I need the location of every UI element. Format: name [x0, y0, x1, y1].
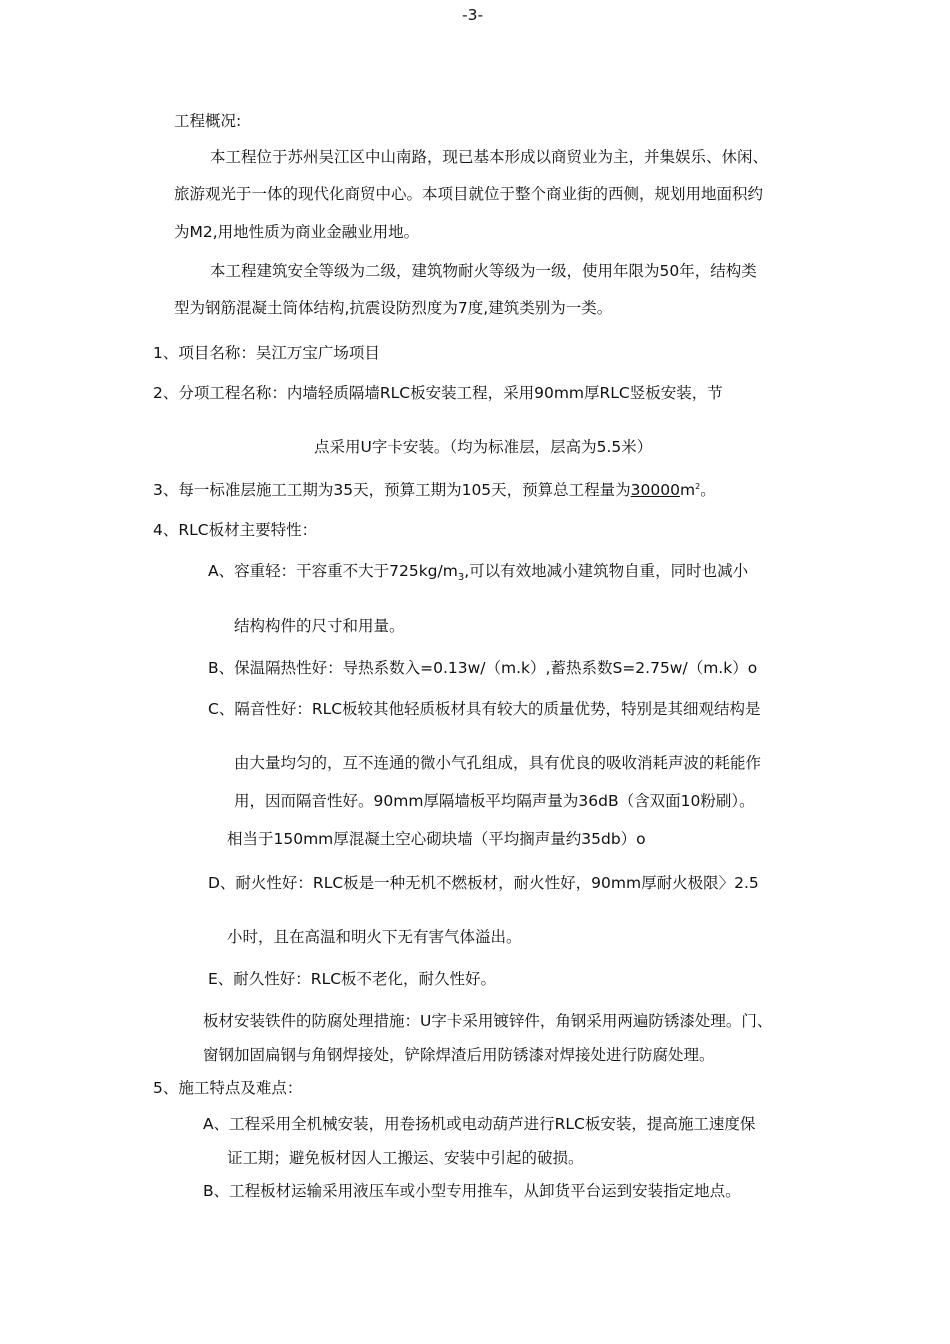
anti-corrosion-line2: 窗钢加固扁钢与角钢焊接处，铲除焊渣后用防锈漆对焊接处进行防腐处理。	[203, 1046, 715, 1064]
item-2-line2: 点采用U字卡安装。（均为标准层，层高为5.5米）	[314, 438, 653, 456]
item-5-heading: 5、施工特点及难点：	[153, 1079, 303, 1097]
item-3-end: 。	[700, 481, 716, 499]
item-4d-line2: 小时，且在高温和明火下无有害气体溢出。	[227, 928, 522, 946]
page-number: -3-	[462, 6, 484, 24]
item-3-amount: 30000	[630, 481, 680, 499]
item-4c-line2: 由大量均匀的，互不连通的微小气孔组成，具有优良的吸收消耗声波的耗能作	[234, 754, 762, 772]
item-5a-line1: A、工程采用全机械安装，用卷扬机或电动葫芦进行RLC板安装，提高施工速度保	[203, 1115, 756, 1133]
item-3-unit-superscript: 2	[695, 481, 701, 491]
item-4c-line1: C、隔音性好：RLC板较其他轻质板材具有较大的质量优势，特别是其细观结构是	[208, 700, 761, 718]
item-4a-line2: 结构构件的尺寸和用量。	[234, 617, 405, 635]
item-4c-line4: 相当于150mm厚混凝土空心砌块墙（平均搁声量约35db）o	[227, 830, 646, 848]
overview-p2-line1: 本工程建筑安全等级为二级，建筑物耐火等级为一级，使用年限为50年，结构类	[210, 262, 757, 280]
item-4e-line: E、耐久性好：RLC板不老化，耐久性好。	[208, 970, 497, 988]
item-4d-line1: D、耐火性好：RLC板是一种无机不燃板材，耐火性好，90mm厚耐火极限〉2.5	[208, 874, 759, 892]
item-4a-text: A、容重轻：干容重不大于725kg/m	[208, 562, 458, 580]
anti-corrosion-line1: 板材安装铁件的防腐处理措施：U字卡采用镀锌件，角钢采用两遍防锈漆处理。门、	[203, 1012, 773, 1030]
overview-p1-line3: 为M2,用地性质为商业金融业用地。	[174, 223, 420, 241]
item-4-heading: 4、RLC板材主要特性：	[153, 521, 318, 539]
item-4c-line3: 用，因而隔音性好。90mm厚隔墙板平均隔声量为36dB（含双面10粉刷）。	[234, 792, 755, 810]
overview-p2-line2: 型为钢筋混凝土筒体结构,抗震设防烈度为7度,建筑类别为一类。	[174, 299, 613, 317]
item-3-unit: m	[679, 481, 696, 499]
overview-p1-line2: 旅游观光于一体的现代化商贸中心。本项目就位于整个商业街的西侧，规划用地面积约	[174, 185, 764, 203]
overview-heading: 工程概况:	[174, 112, 242, 130]
item-4a-text-post: ,可以有效地减小建筑物自重，同时也减小	[464, 562, 749, 580]
item-3-text: 3、每一标准层施工工期为35天，预算工期为105天，预算总工程量为	[153, 481, 631, 499]
overview-p1-line1: 本工程位于苏州吴江区中山南路，现已基本形成以商贸业为主，并集娱乐、休闲、	[210, 148, 769, 166]
item-3-schedule	[153, 480, 716, 500]
item-5b-line: B、工程板材运输采用液压车或小型专用推车，从卸货平台运到安装指定地点。	[203, 1182, 741, 1200]
item-4a-subscript: 3	[457, 572, 465, 584]
item-1-project-name: 1、项目名称：吴江万宝广场项目	[153, 344, 380, 362]
item-2-line1: 2、分项工程名称：内墙轻质隔墙RLC板安装工程，采用90mm厚RLC竖板安装，节	[153, 384, 723, 402]
item-4a-line1	[208, 561, 749, 584]
item-4b-line: B、保温隔热性好：导热系数入=0.13w/（m.k）,蓄热系数S=2.75w/（m.k）o	[208, 659, 758, 677]
item-5a-line2: 证工期；避免板材因人工搬运、安装中引起的破损。	[227, 1149, 584, 1167]
